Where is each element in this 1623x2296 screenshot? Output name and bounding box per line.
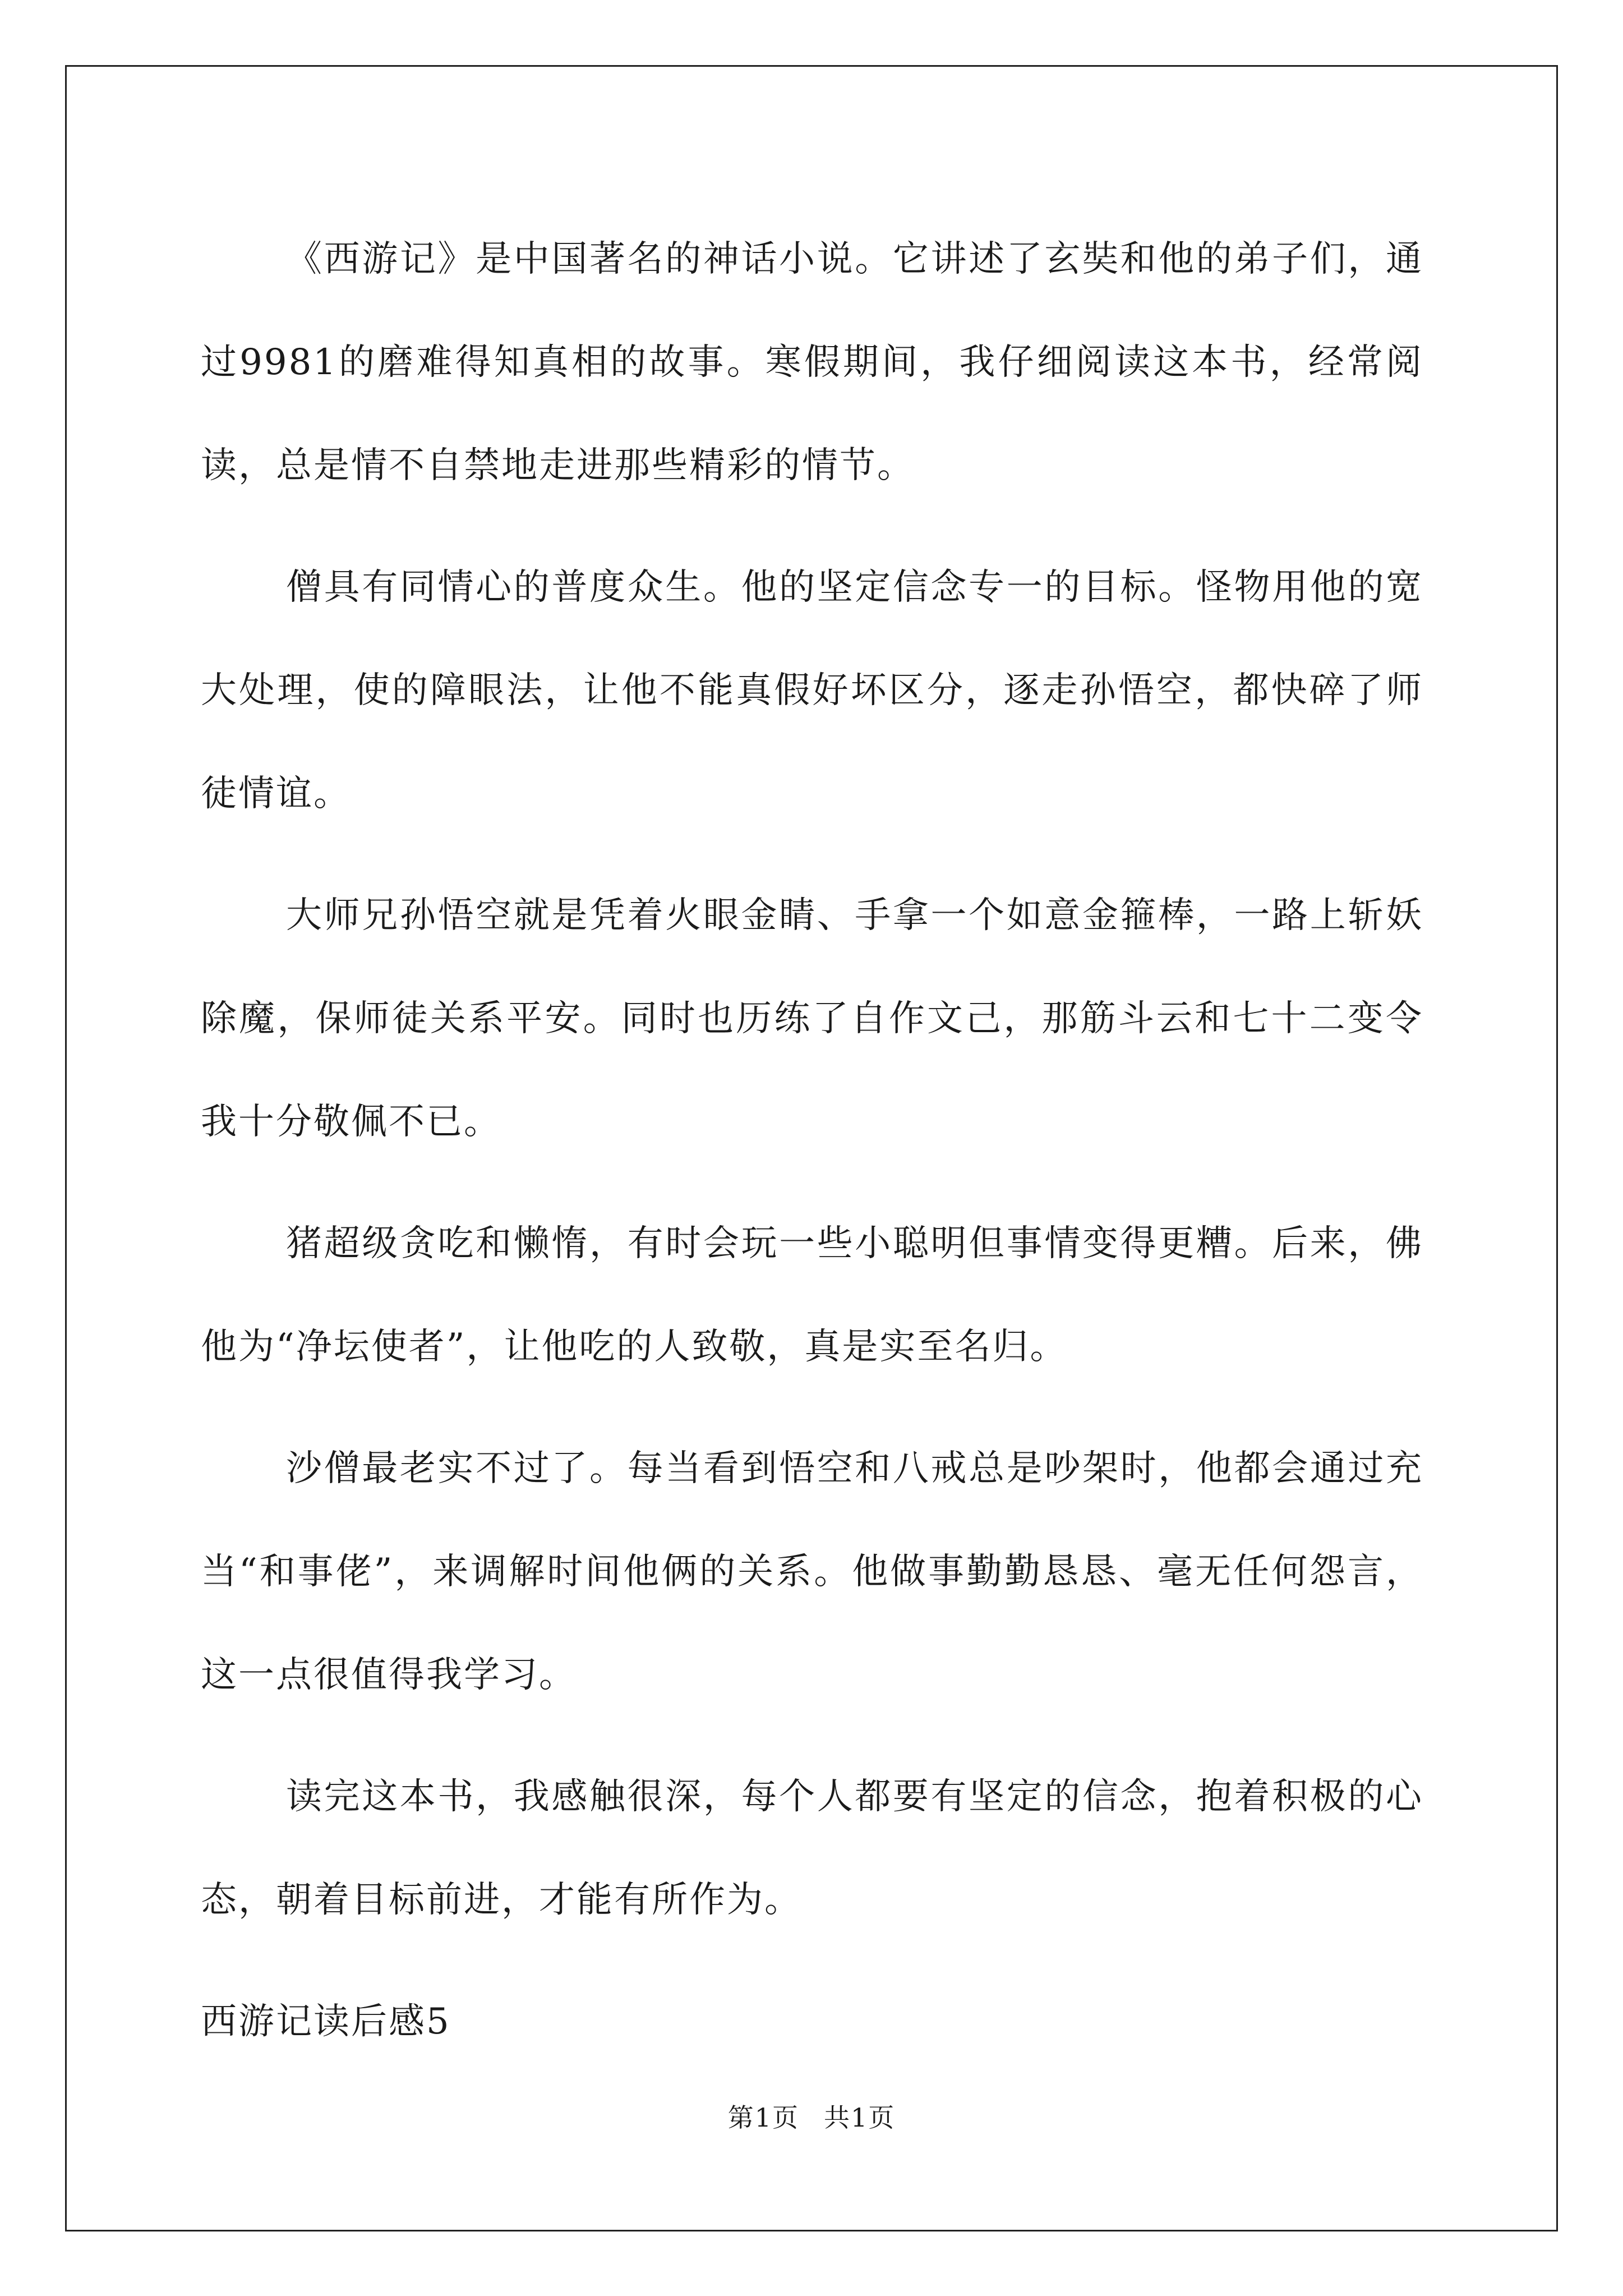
paragraph-1: 《西游记》是中国著名的神话小说。它讲述了玄奘和他的弟子们，通过9981的磨难得知真相的故事。寒假期间，我仔细阅读这本书，经常阅读，总是情不自禁地走进那些精彩的情节。 xyxy=(201,238,1423,486)
page-total: 共1页 xyxy=(824,2102,896,2133)
paragraph-3: 大师兄孙悟空就是凭着火眼金睛、手拿一个如意金箍棒，一路上斩妖除魔，保师徒关系平安。同时也历练了自作文己，那筋斗云和七十二变令我十分敬佩不已。 xyxy=(201,895,1423,1143)
paragraph-4: 猪超级贪吃和懒惰，有时会玩一些小聪明但事情变得更糟。后来，佛他为“净坛使者”，让他吃的人致敬，真是实至名归。 xyxy=(201,1223,1423,1368)
paragraph-5: 沙僧最老实不过了。每当看到悟空和八戒总是吵架时，他都会通过充当“和事佬”，来调解时间他俩的关系。他做事勤勤恳恳、毫无任何怨言，这一点很值得我学习。 xyxy=(201,1448,1423,1696)
page-footer xyxy=(0,2101,1623,2134)
section-heading: 西游记读后感5 xyxy=(201,2001,451,2042)
paragraph-6: 读完这本书，我感触很深，每个人都要有坚定的信念，抱着积极的心态，朝着目标前进，才能有所作为。 xyxy=(201,1776,1423,1921)
page-number: 第1页 xyxy=(727,2102,799,2133)
paragraph-2: 僧具有同情心的普度众生。他的坚定信念专一的目标。怪物用他的宽大处理，使的障眼法，让他不能真假好坏区分，逐走孙悟空，都快碎了师徒情谊。 xyxy=(201,567,1423,815)
document-body xyxy=(201,208,1423,2073)
